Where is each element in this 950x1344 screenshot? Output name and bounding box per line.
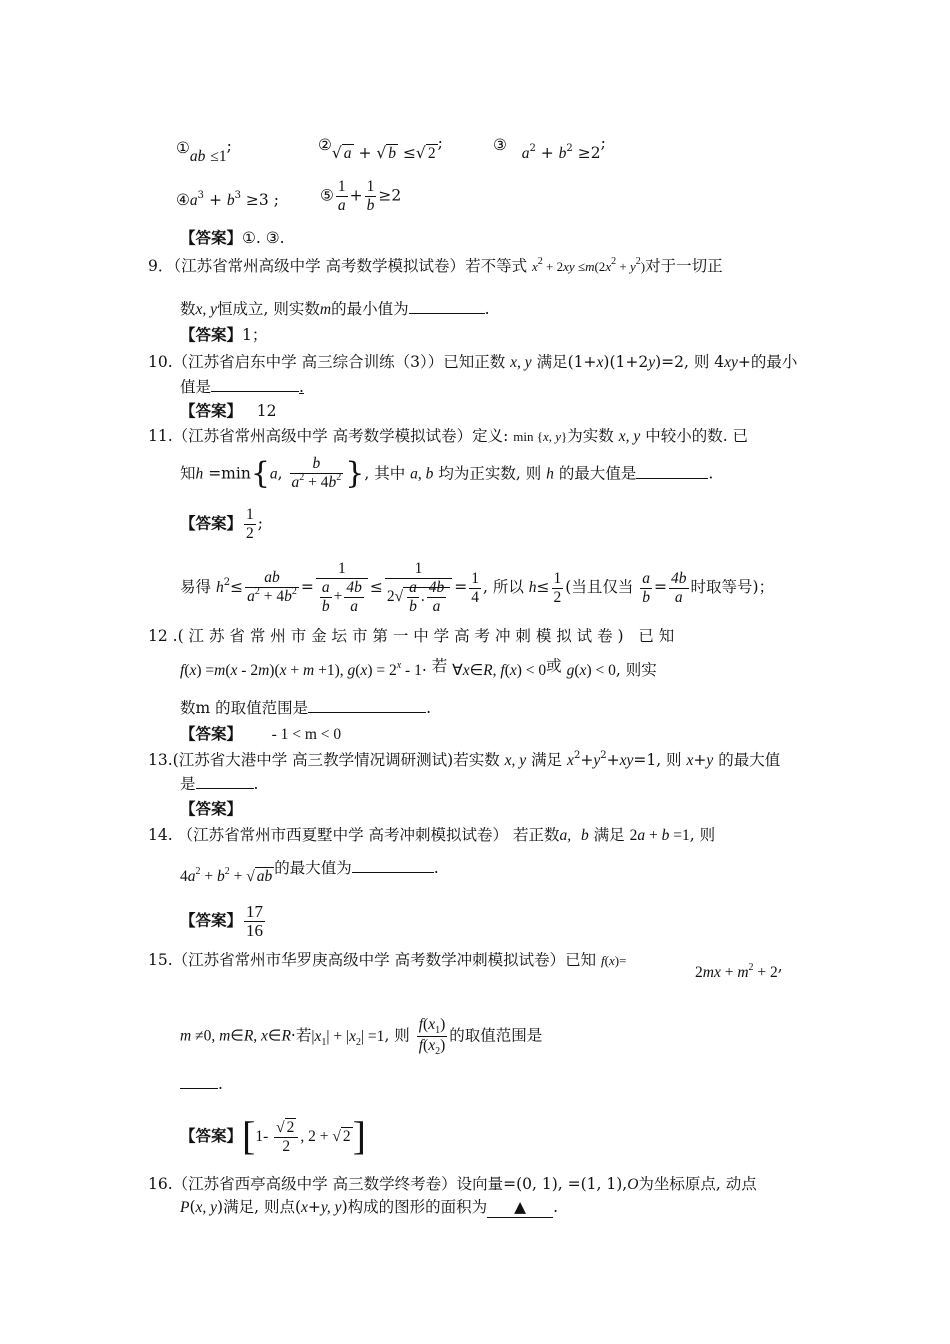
option-4: $④a^3 + b^3 \ge 3$ ; <box>176 190 279 209</box>
q16-line1: 16.（江苏省西亭高级中学 高三数学终考卷）设向量=(0, 1), =(1, 1),O为坐标原点, 动点 <box>148 1175 757 1193</box>
q13-line2: 是 . <box>180 775 259 793</box>
option-1: ①ab ≤1; <box>176 137 232 165</box>
q11-line2: 知h =min{a, $\frac{b}{a^2 + 4b^2}$ }, 其中 a, b 均为正实数, 则 h 的最大值是 . <box>180 455 714 491</box>
q14-line2: $4a^2 + b^2$ + √ ab 的最大值为 . <box>180 859 439 885</box>
q13-answer: 【答案】 <box>180 799 243 818</box>
q12-line3: 数m 的取值范围是 . <box>180 699 432 717</box>
q11-hint: 易得 $h^2\le$ $\frac{ab}{a^2 + 4b^2}$ = 1 $\frac{a}{b}$ + $\frac{4b}{a}$ ≤ 1 2√ $\frac{a}{b}$ . $\frac{4b}{a}$ = $\frac{1}{4}$ , 所以 h≤ $\frac{1}{2}$ (当且仅当 $\frac{a}{b}$ = $\frac{4b}{a}$ 时取等号)； <box>180 560 775 615</box>
q12-line1: 12 .( 江 苏 省 常 州 市 金 坛 市 第 一 中 学 高 考 冲 刺 模 拟 试 卷 ) 已 知 <box>148 627 675 645</box>
q9-line2: 数x, y恒成立, 则实数m的最小值为 . <box>180 300 490 318</box>
q13-line1: 13.(江苏省大港中学 高三教学情况调研测试)若实数 x, y 满足 $x^2+y^2+xy=1$, 则 x+y 的最大值 <box>148 750 781 769</box>
q8-answer: 【答案】①. ③. <box>180 228 285 247</box>
q11-line1: 11.（江苏省常州高级中学 高考数学模拟试卷）定义: min {x, y}为实数 x, y 中较小的数. 已 <box>148 427 749 445</box>
q9-answer: 【答案】1； <box>180 325 268 344</box>
q9-line1: 9．（江苏省常州高级中学 高考数学模拟试卷）若不等式 $x^2 + 2xy \le m(2x^2 + y^2)$对于一切正 <box>148 256 723 275</box>
option-5: ⑤ $\frac{1}{a}$ + $\frac{1}{b}$ ≥2 <box>320 178 402 214</box>
option-3: ③ $a^2 + b^2 \ge 2$; <box>493 134 606 162</box>
q10-answer: 【答案】 12 <box>180 401 277 420</box>
q11-answer: 【答案】 $\frac{1}{2}$ ; <box>180 506 263 542</box>
q12-line2: f(x) =m(x - 2m)(x + m +1), $g(x) = 2^x - 1$. 若 ∀x∈R, f(x) < 0或 g(x) < 0, 则实 <box>180 657 657 679</box>
q14-line1: 14. （江苏省常州市西夏墅中学 高考冲刺模拟试卷） 若正数a, b 满足 2a + b =1, 则 <box>148 826 716 844</box>
q16-line2: P(x, y)满足, 则点(x+y, y)构成的图形的面积为 ▲ . <box>180 1198 559 1216</box>
q12-answer: 【答案】 - 1 < m < 0 <box>180 724 342 743</box>
q14-answer: 【答案】 $\frac{17}{16}$ <box>180 902 264 940</box>
q10-line1: 10.（江苏省启东中学 高三综合训练（3））已知正数 x, y 满足(1+x)(1+2y)=2, 则 4xy+的最小 <box>148 353 798 371</box>
q15-answer: 【答案】[1- $\frac{√ 2}{2}$ , 2 + √ 2] <box>180 1113 366 1158</box>
q10-line2: 值是 . <box>180 378 304 396</box>
q15-formula: $2mx + m^2 + 2$, <box>695 957 783 981</box>
q15-line2: m ≠0, m∈R, x∈R·若$|x_1| + |x_2| =1$, 则 $\frac{f(x_1)}{f(x_2)}$ 的取值范围是 <box>180 1016 543 1057</box>
q15-line1: 15.（江苏省常州市华罗庚高级中学 高考数学冲刺模拟试卷）已知 f(x)= <box>148 951 627 969</box>
option-2: ②√ a + √ b ≤√ 2; <box>318 134 443 162</box>
q15-line3: . <box>180 1074 223 1094</box>
answer-blank-triangle: ▲ <box>487 1197 553 1218</box>
